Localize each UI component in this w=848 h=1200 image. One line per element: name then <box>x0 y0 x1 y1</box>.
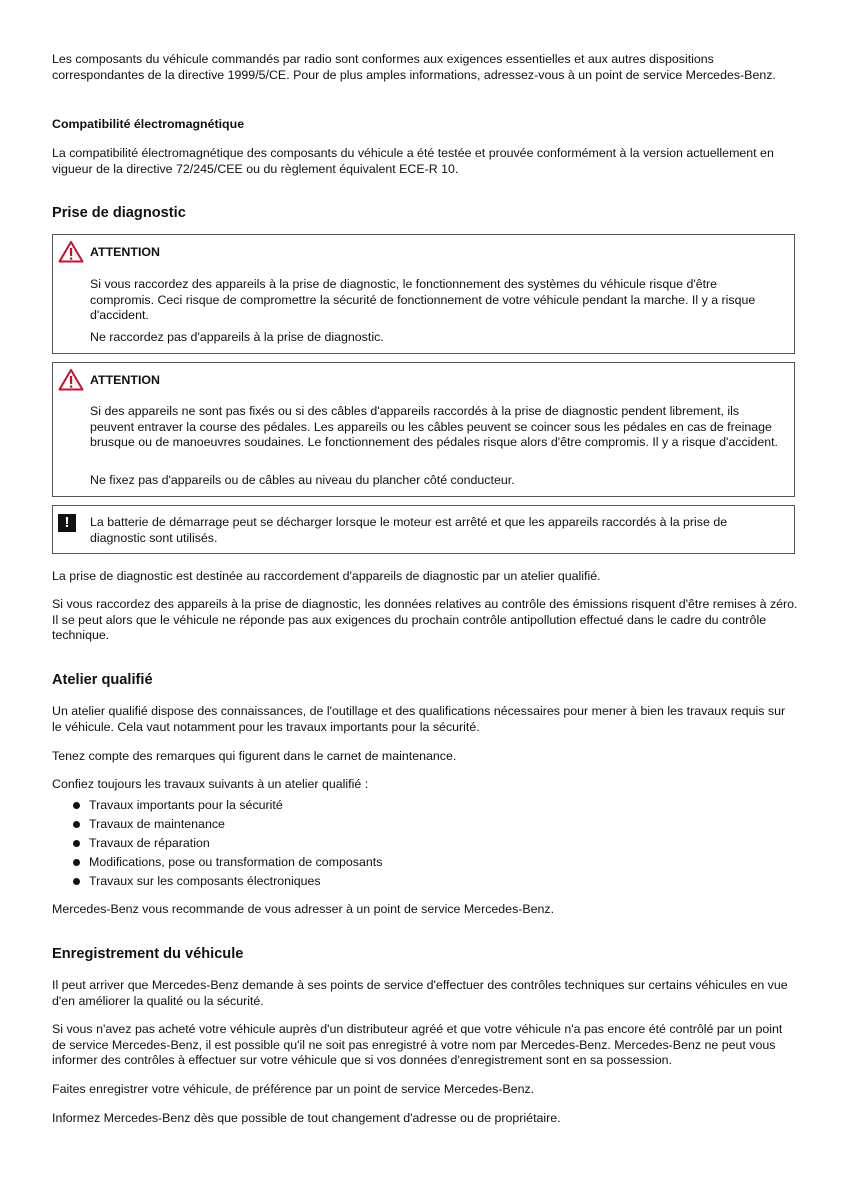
atelier-heading: Atelier qualifié <box>52 672 153 688</box>
warning-label: ATTENTION <box>90 373 160 387</box>
notice-box <box>52 505 795 554</box>
atelier-work-list <box>52 798 382 893</box>
bullet-icon <box>73 821 80 828</box>
warning-triangle-icon <box>58 368 84 391</box>
warning-box-2 <box>52 362 795 497</box>
warning-triangle-icon <box>58 240 84 263</box>
warning-instruction: Ne fixez pas d'appareils ou de câbles au niveau du plancher côté conducteur. <box>90 473 515 487</box>
diagnostic-paragraph-2: Si vous raccordez des appareils à la prise de diagnostic, les données relatives au contrôle des émissions risquent d'être remises à zéro. Il se peut alors que le véhicule ne réponde pas aux exigences du prochain contrôle antipollution effectué dans le cadre du contrôle technique. <box>52 597 798 643</box>
notice-text: La batterie de démarrage peut se décharger lorsque le moteur est arrêté et que les appareils raccordés à la prise de diagnostic sont utilisés. <box>90 515 728 545</box>
diagnostic-paragraph-1: La prise de diagnostic est destinée au raccordement d'appareils de diagnostic par un atelier qualifié. <box>52 569 601 583</box>
warning-text: Si vous raccordez des appareils à la prise de diagnostic, le fonctionnement des systèmes du véhicule risque d'être compromis. Ceci risque de compromettre la sécurité de fonctionnement de votre véhicule pendant la marche. Il y a risque d'accident. <box>90 277 756 323</box>
bullet-icon <box>73 840 80 847</box>
emc-heading: Compatibilité électromagnétique <box>52 117 245 131</box>
emc-paragraph: La compatibilité électromagnétique des composants du véhicule a été testée et prouvée conformément à la version actuellement en vigueur de la directive 72/245/CEE ou du règlement équivalent ECE-R 10. <box>52 146 774 176</box>
atelier-paragraph-4: Mercedes-Benz vous recommande de vous adresser à un point de service Mercedes-Benz. <box>52 902 555 916</box>
warning-text: Si des appareils ne sont pas fixés ou si des câbles d'appareils raccordés à la prise de diagnostic pendent librement, ils peuvent entraver la course des pédales. Les appareils ou les câbles peuvent se coincer sous les pédales en cas de freinage brusque ou de manoeuvres soudaines. Le fonctionnement des pédales risque alors d'être compromis. Il y a risque d'accident. <box>90 404 778 450</box>
warning-label: ATTENTION <box>90 245 160 259</box>
registration-paragraph-1: Il peut arriver que Mercedes-Benz demande à ses points de service d'effectuer des contrôles techniques sur certains véhicules en vue d'en améliorer la qualité ou la sécurité. <box>52 978 788 1008</box>
list-item: Modifications, pose ou transformation de composants <box>52 855 382 874</box>
exclamation-icon: ! <box>58 514 76 532</box>
bullet-icon <box>73 859 80 866</box>
atelier-paragraph-3: Confiez toujours les travaux suivants à un atelier qualifié : <box>52 777 369 791</box>
intro-paragraph: Les composants du véhicule commandés par radio sont conformes aux exigences essentielles et aux autres dispositions correspondantes de la directive 1999/5/CE. Pour de plus amples informations, adressez-vous à un point de service Mercedes-Benz. <box>52 52 776 82</box>
registration-paragraph-2: Si vous n'avez pas acheté votre véhicule auprès d'un distributeur agréé et que votre véhicule n'a pas encore été contrôlé par un point de service Mercedes-Benz, il est possible qu'il ne soit pas enregistré à votre nom par Mercedes-Benz. Mercedes-Benz ne peut vous informer des contrôles à effectuer sur votre véhicule que si vos données d'enregistrement sont en sa possession. <box>52 1022 783 1068</box>
list-item: Travaux de maintenance <box>52 817 382 836</box>
atelier-paragraph-2: Tenez compte des remarques qui figurent dans le carnet de maintenance. <box>52 749 457 763</box>
registration-paragraph-4: Informez Mercedes-Benz dès que possible de tout changement d'adresse ou de propriétaire. <box>52 1111 561 1125</box>
diagnostic-heading: Prise de diagnostic <box>52 205 186 221</box>
registration-paragraph-3: Faites enregistrer votre véhicule, de préférence par un point de service Mercedes-Benz. <box>52 1082 535 1096</box>
registration-heading: Enregistrement du véhicule <box>52 946 244 962</box>
bullet-icon <box>73 802 80 809</box>
atelier-paragraph-1: Un atelier qualifié dispose des connaissances, de l'outillage et des qualifications nécessaires pour mener à bien les travaux requis sur le véhicule. Cela vaut notamment pour les travaux importants pour la sécurité. <box>52 704 786 734</box>
bullet-icon <box>73 878 80 885</box>
warning-box-1 <box>52 234 795 354</box>
warning-instruction: Ne raccordez pas d'appareils à la prise de diagnostic. <box>90 330 384 344</box>
list-item: Travaux de réparation <box>52 836 382 855</box>
list-item: Travaux sur les composants électroniques <box>52 874 382 893</box>
list-item: Travaux importants pour la sécurité <box>52 798 382 817</box>
